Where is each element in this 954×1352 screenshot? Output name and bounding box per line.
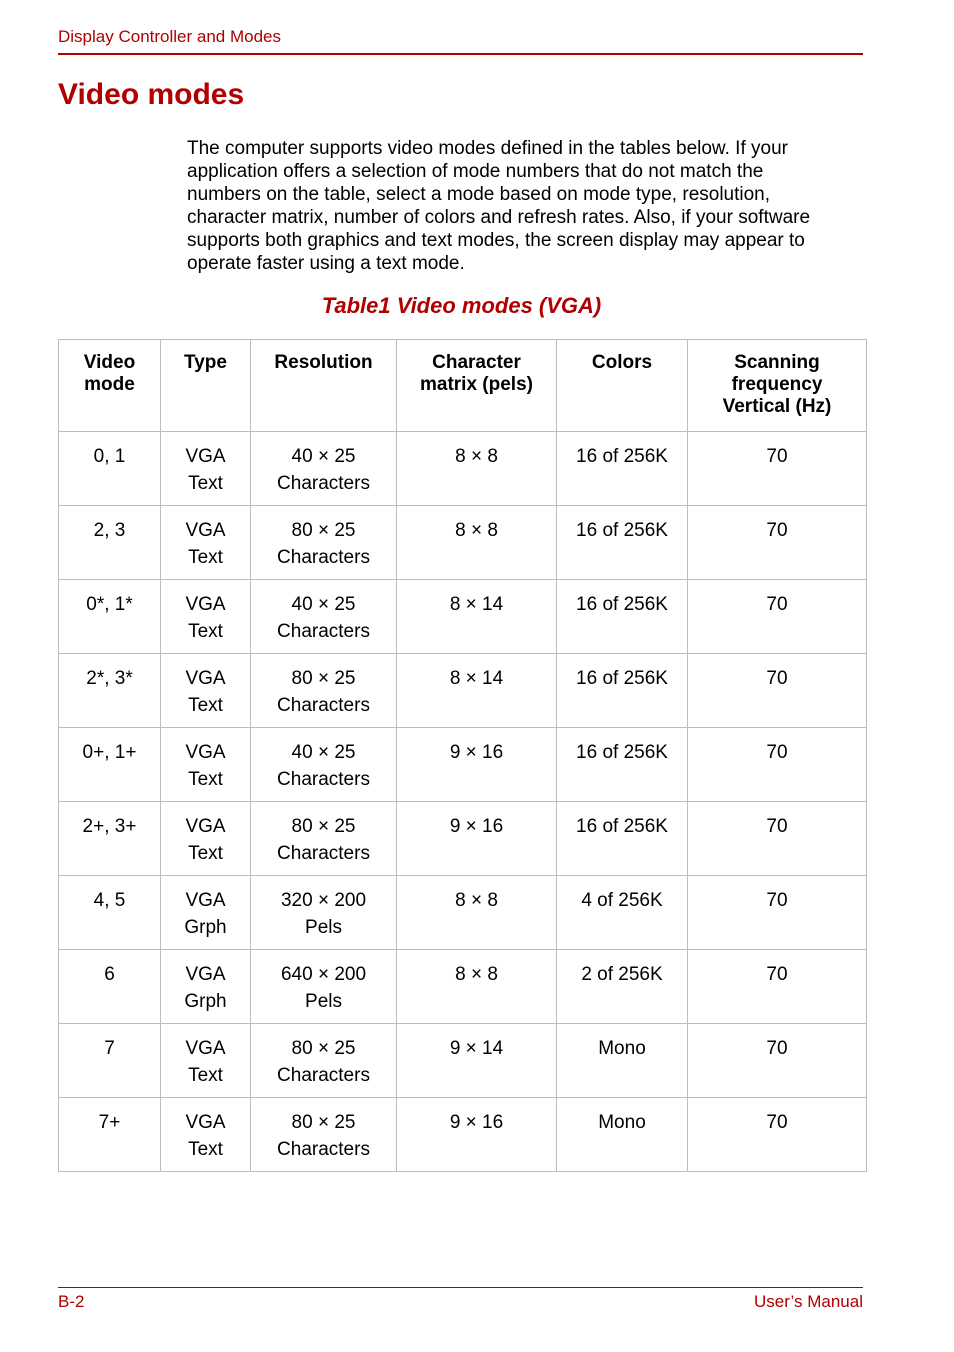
cell-colors [557,876,688,950]
cell-line: Text [188,769,223,790]
cell-type [161,432,251,506]
cell-line: 16 of 256K [576,594,668,615]
cell-character-matrix [397,654,557,728]
cell-line: 80 × 25 [291,1112,356,1133]
cell-video-mode [59,654,161,728]
table-row [59,1098,867,1172]
cell-line: 8 × 8 [455,520,498,541]
cell-video-mode [59,728,161,802]
cell-line: VGA [185,964,226,985]
cell-resolution [251,654,397,728]
cell-colors [557,802,688,876]
table-row [59,876,867,950]
table-row [59,950,867,1024]
cell-line: 640 × 200 [280,964,367,985]
cell-line: Text [188,1065,223,1086]
cell-line: VGA [185,816,226,837]
column-header-line: frequency [731,374,823,395]
cell-line: 8 × 8 [455,446,498,467]
intro-line: The computer supports video modes defined in the tables below. If your [187,138,788,159]
running-header-title: Display Controller and Modes [58,27,281,46]
cell-type [161,654,251,728]
cell-type [161,728,251,802]
cell-line: VGA [185,668,226,689]
cell-line: VGA [185,1112,226,1133]
cell-character-matrix [397,580,557,654]
cell-line: 80 × 25 [291,520,356,541]
cell-resolution [251,802,397,876]
table-caption: Table1 Video modes (VGA) [321,293,602,318]
cell-line: 2+, 3+ [82,816,137,837]
cell-line: Text [188,1139,223,1160]
cell-line: 4, 5 [93,890,126,911]
cell-line: 8 × 14 [449,668,504,689]
column-header-line: Resolution [274,352,373,373]
cell-type [161,1024,251,1098]
cell-colors [557,654,688,728]
footer-rule [58,1287,863,1288]
cell-line: Characters [277,621,370,642]
page-title: Video modes [58,78,245,111]
cell-line: Characters [277,473,370,494]
cell-line: Characters [277,547,370,568]
table-row [59,802,867,876]
cell-scanning-frequency [688,1098,867,1172]
cell-line: 70 [766,446,788,467]
cell-video-mode [59,876,161,950]
intro-line: character matrix, number of colors and refresh rates. Also, if your software [187,207,811,228]
cell-line: 9 × 16 [449,742,504,763]
cell-character-matrix [397,1098,557,1172]
cell-resolution [251,728,397,802]
cell-scanning-frequency [688,950,867,1024]
cell-line: 2*, 3* [86,668,133,689]
cell-line: Text [188,695,223,716]
table-header-row [59,340,867,432]
table-row [59,728,867,802]
cell-line: VGA [185,520,226,541]
cell-line: 70 [766,520,788,541]
cell-scanning-frequency [688,802,867,876]
cell-line: Mono [598,1038,646,1059]
column-header-line: mode [84,374,135,395]
cell-line: 4 of 256K [581,890,663,911]
cell-line: 70 [766,668,788,689]
cell-line: 16 of 256K [576,742,668,763]
cell-line: 80 × 25 [291,1038,356,1059]
cell-video-mode [59,950,161,1024]
cell-video-mode [59,580,161,654]
cell-colors [557,1098,688,1172]
cell-line: 16 of 256K [576,446,668,467]
cell-type [161,802,251,876]
header-rule [58,53,863,55]
cell-character-matrix [397,506,557,580]
cell-line: 70 [766,1112,788,1133]
cell-colors [557,580,688,654]
cell-line: 70 [766,1038,788,1059]
column-header-line: Video [83,352,136,373]
intro-line: application offers a selection of mode numbers that do not match the [187,161,764,182]
cell-line: 16 of 256K [576,668,668,689]
cell-line: 9 × 16 [449,816,504,837]
cell-line: 40 × 25 [291,742,356,763]
cell-line: VGA [185,890,226,911]
cell-line: 2, 3 [93,520,126,541]
cell-line: 6 [104,964,115,985]
table-row [59,654,867,728]
cell-resolution [251,1024,397,1098]
cell-line: Text [188,473,223,494]
column-header-line: Vertical (Hz) [722,396,832,417]
column-header-scanning-frequency [688,340,867,432]
cell-line: Characters [277,1139,370,1160]
cell-line: 9 × 14 [449,1038,504,1059]
cell-line: 2 of 256K [581,964,663,985]
cell-resolution [251,950,397,1024]
cell-line: Characters [277,769,370,790]
intro-line: operate faster using a text mode. [187,253,465,274]
table-row [59,580,867,654]
cell-line: 9 × 16 [449,1112,504,1133]
cell-line: 70 [766,890,788,911]
cell-line: 8 × 8 [455,964,498,985]
cell-video-mode [59,1024,161,1098]
column-header-character-matrix [397,340,557,432]
cell-character-matrix [397,876,557,950]
cell-line: Pels [305,991,342,1012]
cell-video-mode [59,802,161,876]
cell-line: VGA [185,742,226,763]
intro-line: supports both graphics and text modes, the screen display may appear to [187,230,805,251]
cell-resolution [251,432,397,506]
column-header-video-mode [59,340,161,432]
cell-resolution [251,1098,397,1172]
column-header-line: Character [432,352,521,373]
cell-line: 16 of 256K [576,520,668,541]
cell-type [161,506,251,580]
cell-scanning-frequency [688,506,867,580]
table-body [59,432,867,1172]
table-row [59,1024,867,1098]
intro-line: numbers on the table, select a mode based on mode type, resolution, [187,184,771,205]
cell-line: Characters [277,1065,370,1086]
cell-colors [557,506,688,580]
cell-type [161,580,251,654]
cell-line: Grph [184,991,227,1012]
cell-line: 7 [104,1038,115,1059]
cell-scanning-frequency [688,654,867,728]
cell-resolution [251,876,397,950]
column-header-resolution [251,340,397,432]
cell-line: Mono [598,1112,646,1133]
cell-colors [557,432,688,506]
cell-scanning-frequency [688,432,867,506]
cell-line: Pels [305,917,342,938]
cell-line: VGA [185,1038,226,1059]
cell-video-mode [59,432,161,506]
cell-scanning-frequency [688,876,867,950]
cell-line: Text [188,547,223,568]
column-header-line: Type [184,352,227,373]
cell-line: 0, 1 [93,446,126,467]
cell-line: 16 of 256K [576,816,668,837]
cell-line: 70 [766,816,788,837]
cell-scanning-frequency [688,580,867,654]
cell-colors [557,950,688,1024]
cell-line: 40 × 25 [291,594,356,615]
intro-paragraph [187,137,863,275]
cell-character-matrix [397,802,557,876]
cell-line: 7+ [98,1112,121,1133]
cell-type [161,950,251,1024]
video-modes-table [58,339,867,1172]
cell-line: 8 × 8 [455,890,498,911]
column-header-line: Colors [591,352,653,373]
column-header-colors [557,340,688,432]
cell-line: Characters [277,695,370,716]
cell-resolution [251,506,397,580]
cell-line: 8 × 14 [449,594,504,615]
cell-character-matrix [397,432,557,506]
cell-line: Text [188,843,223,864]
cell-line: VGA [185,446,226,467]
cell-video-mode [59,1098,161,1172]
table-row [59,432,867,506]
cell-character-matrix [397,1024,557,1098]
cell-type [161,876,251,950]
column-header-line: Scanning [734,352,820,373]
cell-colors [557,1024,688,1098]
cell-colors [557,728,688,802]
cell-line: 70 [766,964,788,985]
cell-line: 70 [766,742,788,763]
cell-line: 70 [766,594,788,615]
table-row [59,506,867,580]
page-number: B-2 [58,1292,85,1311]
manual-title: User’s Manual [754,1292,863,1311]
cell-line: 80 × 25 [291,668,356,689]
cell-character-matrix [397,728,557,802]
cell-scanning-frequency [688,728,867,802]
cell-line: 40 × 25 [291,446,356,467]
cell-character-matrix [397,950,557,1024]
cell-type [161,1098,251,1172]
cell-line: Grph [184,917,227,938]
cell-line: 80 × 25 [291,816,356,837]
cell-video-mode [59,506,161,580]
cell-scanning-frequency [688,1024,867,1098]
cell-line: VGA [185,594,226,615]
cell-line: Text [188,621,223,642]
cell-line: Characters [277,843,370,864]
cell-line: 320 × 200 [280,890,367,911]
column-header-line: matrix (pels) [420,374,533,395]
cell-line: 0*, 1* [86,594,133,615]
cell-resolution [251,580,397,654]
cell-line: 0+, 1+ [82,742,137,763]
column-header-type [161,340,251,432]
